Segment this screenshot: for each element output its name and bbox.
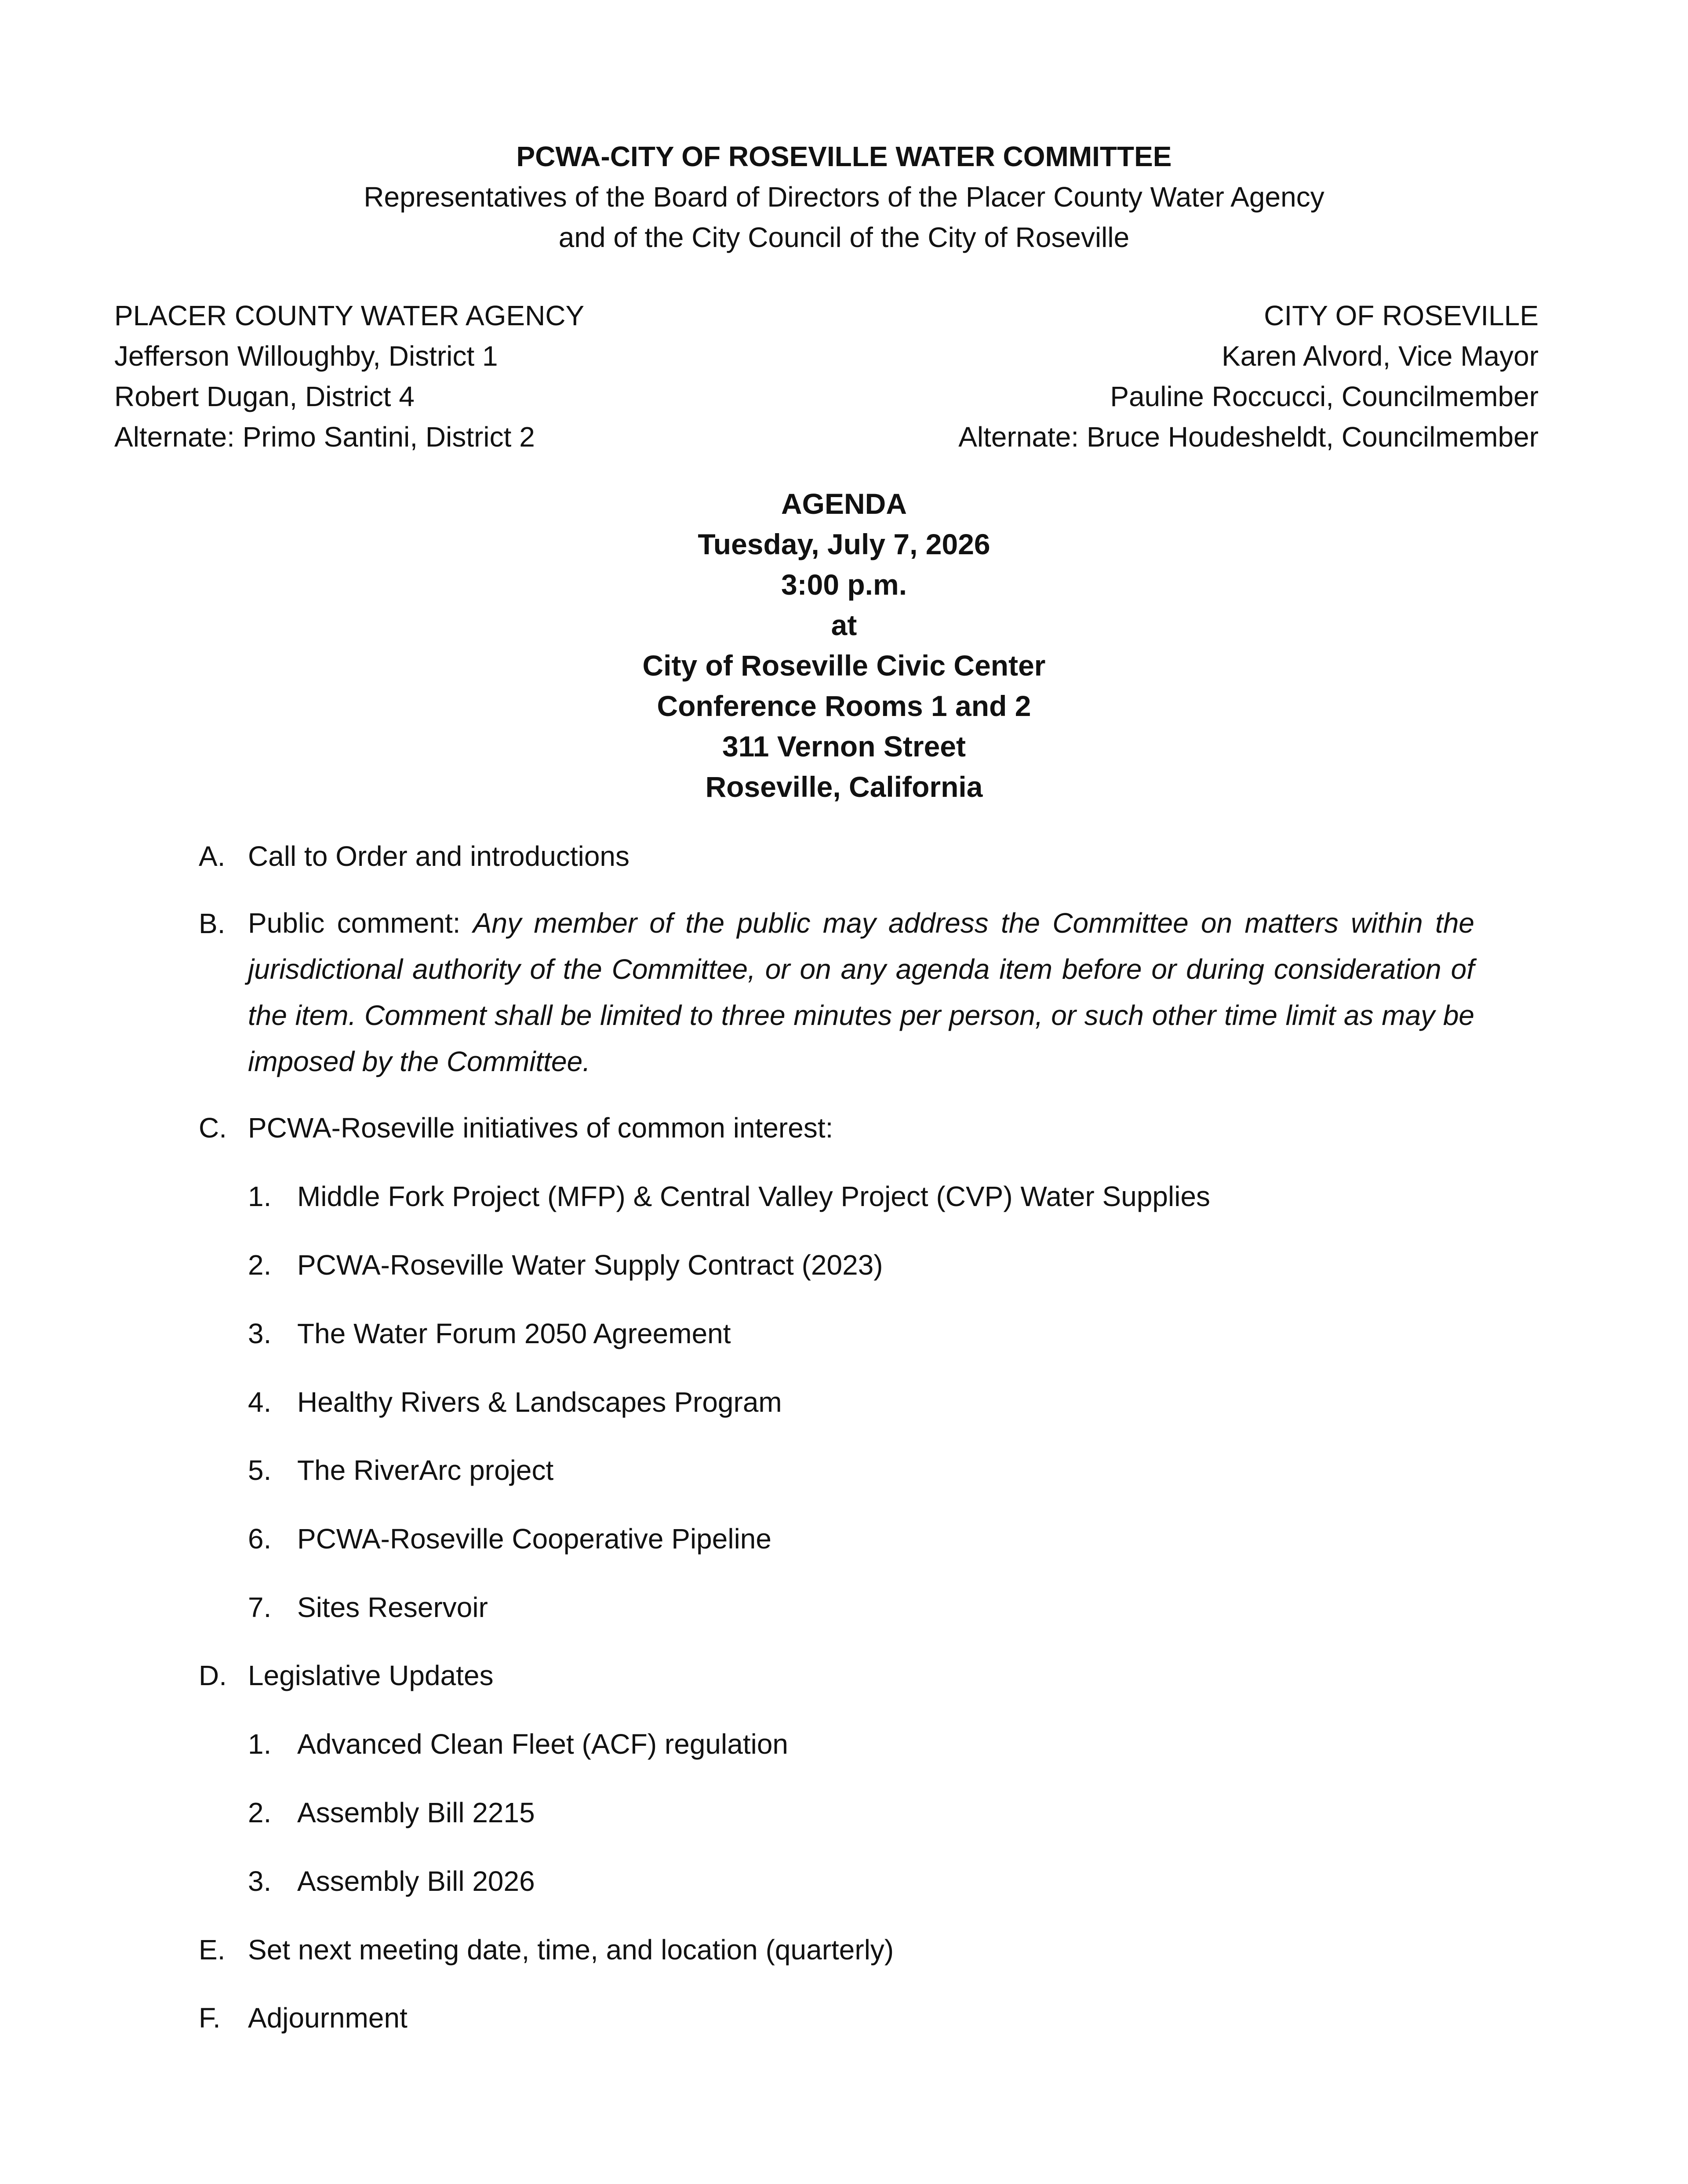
item-text: Adjournment <box>248 2002 407 2034</box>
sub-item-number: 2. <box>248 1797 272 1828</box>
sub-item-number: 3. <box>248 1318 272 1349</box>
pcwa-member: Robert Dugan, District 4 <box>114 381 415 412</box>
item-text: PCWA-Roseville initiatives of common interest: <box>248 1112 833 1144</box>
meeting-rooms: Conference Rooms 1 and 2 <box>657 690 1031 722</box>
sub-item-text: PCWA-Roseville Water Supply Contract (2023) <box>297 1249 883 1281</box>
sub-item-text: PCWA-Roseville Cooperative Pipeline <box>297 1523 771 1555</box>
item-letter: F. <box>199 2002 221 2034</box>
sub-item-number: 5. <box>248 1454 272 1486</box>
roseville-heading: CITY OF ROSEVILLE <box>1264 300 1539 331</box>
public-comment-text: Any member of the public may address the Committee on matters within the jurisdictional authority of the Committee, or on any agenda item before or during consideration of the item. Comment shall be limited to three minutes per person, or such other time limit as may be imposed by the Committee. <box>248 907 1475 1077</box>
sub-item-number: 2. <box>248 1249 272 1281</box>
public-comment-label: Public comment: <box>248 907 473 939</box>
sub-item-text: Advanced Clean Fleet (ACF) regulation <box>297 1728 788 1760</box>
sub-item-text: Healthy Rivers & Landscapes Program <box>297 1386 782 1418</box>
item-letter: A. <box>199 840 226 872</box>
pcwa-member: Jefferson Willoughby, District 1 <box>114 340 498 372</box>
sub-item-text: Sites Reservoir <box>297 1592 488 1623</box>
pcwa-heading: PLACER COUNTY WATER AGENCY <box>114 300 585 331</box>
committee-title: PCWA-CITY OF ROSEVILLE WATER COMMITTEE <box>516 141 1172 172</box>
item-letter: C. <box>199 1112 227 1144</box>
item-letter: E. <box>199 1934 226 1966</box>
sub-item-number: 4. <box>248 1386 272 1418</box>
committee-subtitle-line1: Representatives of the Board of Directors of the Placer County Water Agency <box>364 181 1324 213</box>
sub-item-text: Assembly Bill 2215 <box>297 1797 535 1828</box>
meeting-time: 3:00 p.m. <box>781 568 907 601</box>
committee-subtitle-line2: and of the City Council of the City of Roseville <box>558 222 1130 253</box>
pcwa-alternate: Alternate: Primo Santini, District 2 <box>114 421 535 453</box>
meeting-info <box>0 483 1688 807</box>
item-letter: D. <box>199 1660 227 1691</box>
item-text: Set next meeting date, time, and location (quarterly) <box>248 1934 894 1966</box>
agenda-label: AGENDA <box>781 487 907 520</box>
sub-item-text: Assembly Bill 2026 <box>297 1865 535 1897</box>
meeting-venue: City of Roseville Civic Center <box>642 649 1046 682</box>
meeting-date: Tuesday, July 7, 2026 <box>698 528 990 560</box>
roseville-member: Karen Alvord, Vice Mayor <box>1222 340 1539 372</box>
sub-item-number: 3. <box>248 1865 272 1897</box>
sub-item-text: Middle Fork Project (MFP) & Central Valley Project (CVP) Water Supplies <box>297 1181 1211 1212</box>
roseville-member: Pauline Roccucci, Councilmember <box>1110 381 1539 412</box>
roseville-alternate: Alternate: Bruce Houdesheldt, Councilmember <box>958 421 1539 453</box>
sub-item-text: The Water Forum 2050 Agreement <box>297 1318 731 1349</box>
sub-item-number: 6. <box>248 1523 272 1555</box>
meeting-at: at <box>831 609 857 641</box>
item-letter: B. <box>199 908 226 939</box>
sub-item-number: 1. <box>248 1728 272 1760</box>
meeting-street: 311 Vernon Street <box>722 730 966 763</box>
item-text: Legislative Updates <box>248 1660 494 1691</box>
sub-item-text: The RiverArc project <box>297 1454 554 1486</box>
sub-item-number: 7. <box>248 1592 272 1623</box>
public-comment-paragraph <box>248 900 1474 1085</box>
item-text: Call to Order and introductions <box>248 840 629 872</box>
meeting-city: Roseville, California <box>705 770 983 803</box>
sub-item-number: 1. <box>248 1181 272 1212</box>
